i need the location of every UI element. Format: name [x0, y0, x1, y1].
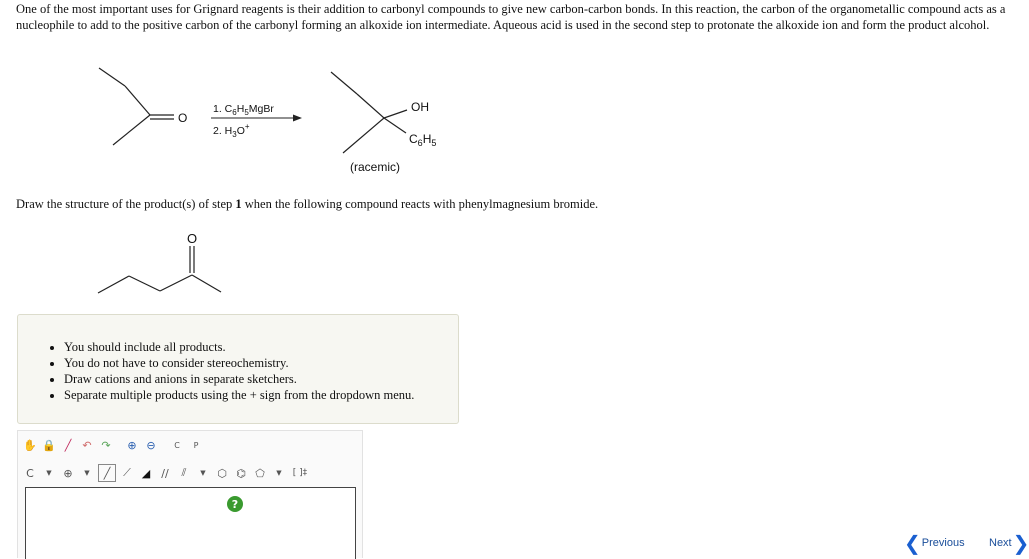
racemic-label: (racemic) [350, 160, 400, 174]
chevron-down-icon[interactable]: ▼ [200, 469, 206, 477]
marvin-sketcher [17, 430, 363, 558]
given-compound-oxygen: O [187, 231, 198, 246]
zoom-in-icon[interactable]: ⊕ [127, 438, 137, 452]
reagent-step2: 2. $H_3O^+$ [213, 122, 250, 139]
previous-label: Previous [921, 537, 965, 549]
zoom-out-icon[interactable]: ⊖ [146, 438, 156, 452]
step-number: 1 [235, 197, 242, 211]
chevron-down-icon[interactable]: ▼ [84, 469, 90, 477]
chevron-right-icon: ❯ [1012, 531, 1029, 555]
drawing-canvas[interactable] [25, 487, 356, 559]
redo-icon[interactable]: ↷ [101, 438, 111, 452]
reactant-oxygen-label: O [178, 111, 188, 125]
bracket-tool-button[interactable]: [ ]‡ [292, 468, 308, 478]
instruction-item: • Separate multiple products using the + sign from the dropdown menu. [64, 387, 414, 403]
periodic-table-icon[interactable]: P [193, 440, 199, 450]
next-button[interactable] [989, 531, 1029, 555]
benzene-icon[interactable]: ⌬ [236, 466, 246, 480]
previous-button[interactable] [904, 531, 965, 555]
instruction-item: • Draw cations and anions in separate sketchers. [64, 371, 414, 387]
undo-icon[interactable]: ↶ [82, 438, 92, 452]
carbon-atom-button[interactable]: C [26, 466, 34, 480]
cyclohexane-icon[interactable]: ⬡ [217, 466, 227, 480]
charge-button[interactable]: ⊕ [63, 466, 73, 480]
chevron-down-icon[interactable]: ▼ [46, 469, 52, 477]
erase-icon[interactable]: ╱ [64, 438, 72, 452]
clean-icon[interactable]: C [174, 440, 180, 450]
next-label: Next [989, 537, 1012, 549]
given-compound-structure [98, 246, 221, 293]
chain-icon[interactable]: ⟋ [123, 466, 131, 479]
pentagon-icon[interactable]: ⬠ [255, 466, 265, 480]
reagent-step1: 1. $C_6H_5MgBr$ [213, 103, 274, 117]
sketcher-top-toolbar [22, 437, 204, 453]
instruction-item: • You should include all products. [64, 339, 414, 355]
instructions-box [17, 314, 459, 424]
triple-bond-icon[interactable]: ⫽ [181, 466, 187, 479]
instructions-list [18, 339, 414, 403]
product-oh-label: OH [411, 100, 429, 114]
single-bond-icon[interactable]: ╱ [98, 464, 116, 482]
wedge-bond-icon[interactable]: ◢ [141, 466, 151, 480]
product-phenyl-label: $C_6H_5$ [409, 132, 437, 148]
instruction-item: • You do not have to consider stereochemistry. [64, 355, 414, 371]
intro-paragraph: One of the most important uses for Grignard reagents is their addition to carbonyl compounds to give new carbon-carbon bonds. In this reaction, the carbon of the organometallic compound acts as a nucleophile to add to the positive carbon of the carbonyl forming an alkoxide ion intermediate. Aqueous acid is used in the second step to protonate the alkoxide ion and form the product alcohol. [16, 2, 1006, 32]
question-text: Draw the structure of the product(s) of step 1 when the following compound reacts with phenylmagnesium bromide. [16, 197, 599, 211]
double-bond-icon[interactable]: ∕∕ [161, 466, 169, 480]
reactant-structure [99, 68, 174, 145]
product-structure [331, 72, 407, 153]
chevron-down-icon[interactable]: ▼ [276, 469, 282, 477]
hand-tool-icon[interactable]: ✋ [23, 438, 37, 452]
help-button[interactable]: ? [227, 496, 243, 512]
reaction-arrowhead [293, 115, 302, 122]
sketcher-bottom-toolbar [22, 464, 310, 482]
chevron-left-icon: ❮ [904, 531, 921, 555]
lock-icon[interactable]: 🔒 [42, 438, 56, 452]
